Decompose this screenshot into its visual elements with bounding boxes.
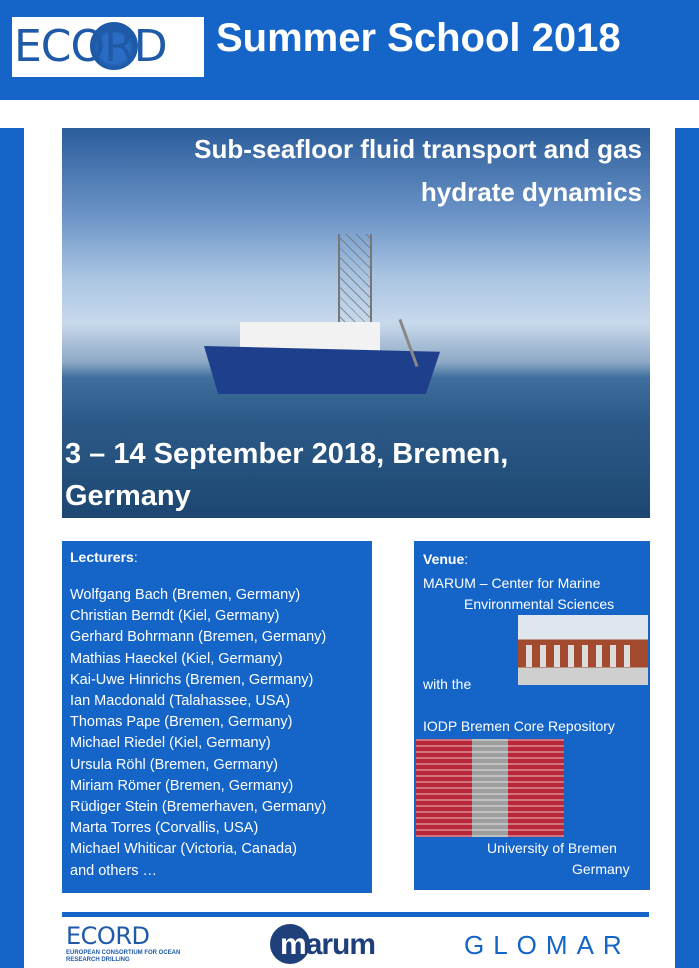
list-item: Christian Berndt (Kiel, Germany)	[70, 608, 280, 625]
venue-name-line-2: Environmental Sciences	[464, 596, 615, 612]
list-item: Wolfgang Bach (Bremen, Germany)	[70, 587, 301, 603]
list-item: Ursula Röhl (Bremen, Germany)	[70, 756, 278, 773]
ecord-logo	[12, 17, 204, 77]
list-item: Michael Whiticar (Victoria, Canada)	[70, 841, 297, 858]
building-windows	[526, 645, 636, 667]
date-line-1: 3 – 14 September 2018, Bremen,	[65, 438, 509, 470]
list-item: Rüdiger Stein (Bremerhaven, Germany)	[70, 799, 327, 816]
venue-box	[414, 541, 650, 890]
right-border-stripe	[675, 128, 699, 968]
list-item: Gerhard Bohrmann (Bremen, Germany)	[70, 629, 327, 646]
list-item: Marta Torres (Corvallis, USA)	[70, 820, 259, 837]
glomar-logo: GLOMAR	[464, 930, 631, 960]
ship-hull	[204, 346, 440, 394]
country-text: Germany	[572, 861, 630, 877]
venue-name-line-1: MARUM – Center for Marine	[423, 575, 601, 591]
event-date	[65, 433, 625, 517]
topic-line-1: Sub-seafloor fluid transport and gas	[194, 134, 642, 164]
marum-logo-text: marum	[280, 928, 376, 961]
header-banner	[0, 0, 699, 100]
footer-divider	[62, 912, 649, 917]
venue-heading: Venue:	[423, 551, 469, 567]
list-item: Miriam Römer (Bremen, Germany)	[70, 777, 294, 794]
list-item: Mathias Haeckel (Kiel, Germany)	[70, 650, 283, 667]
marum-logo	[270, 924, 396, 966]
list-item: Michael Riedel (Kiel, Germany)	[70, 735, 271, 752]
marum-building-photo	[518, 615, 648, 685]
lecturers-box	[62, 541, 372, 893]
core-shelves	[416, 739, 564, 837]
ecord-logo-text: ECORD	[14, 21, 167, 72]
footer-ecord-tagline: EUROPEAN CONSORTIUM FOR OCEAN RESEARCH DRILLING	[66, 950, 181, 963]
school-topic	[194, 128, 642, 214]
date-line-2: Germany	[65, 480, 191, 512]
list-item: Kai-Uwe Hinrichs (Bremen, Germany)	[70, 671, 314, 688]
lecturer-list	[70, 585, 372, 882]
list-item: Ian Macdonald (Talahassee, USA)	[70, 693, 291, 710]
topic-line-2: hydrate dynamics	[420, 177, 642, 207]
footer-ecord-logo-text: ECORD	[66, 922, 150, 950]
drillship-photo	[62, 128, 650, 518]
page-title: Summer School 2018	[216, 16, 621, 60]
lecturers-heading: Lecturers:	[70, 549, 138, 565]
left-border-stripe	[0, 128, 24, 968]
core-repository-photo	[416, 739, 564, 837]
list-item: and others …	[70, 862, 158, 879]
venue-with-text: with the	[423, 676, 472, 692]
university-text: University of Bremen	[487, 840, 617, 856]
footer-ecord-logo	[66, 922, 186, 966]
core-repository-text: IODP Bremen Core Repository	[423, 718, 615, 734]
list-item: Thomas Pape (Bremen, Germany)	[70, 714, 293, 731]
